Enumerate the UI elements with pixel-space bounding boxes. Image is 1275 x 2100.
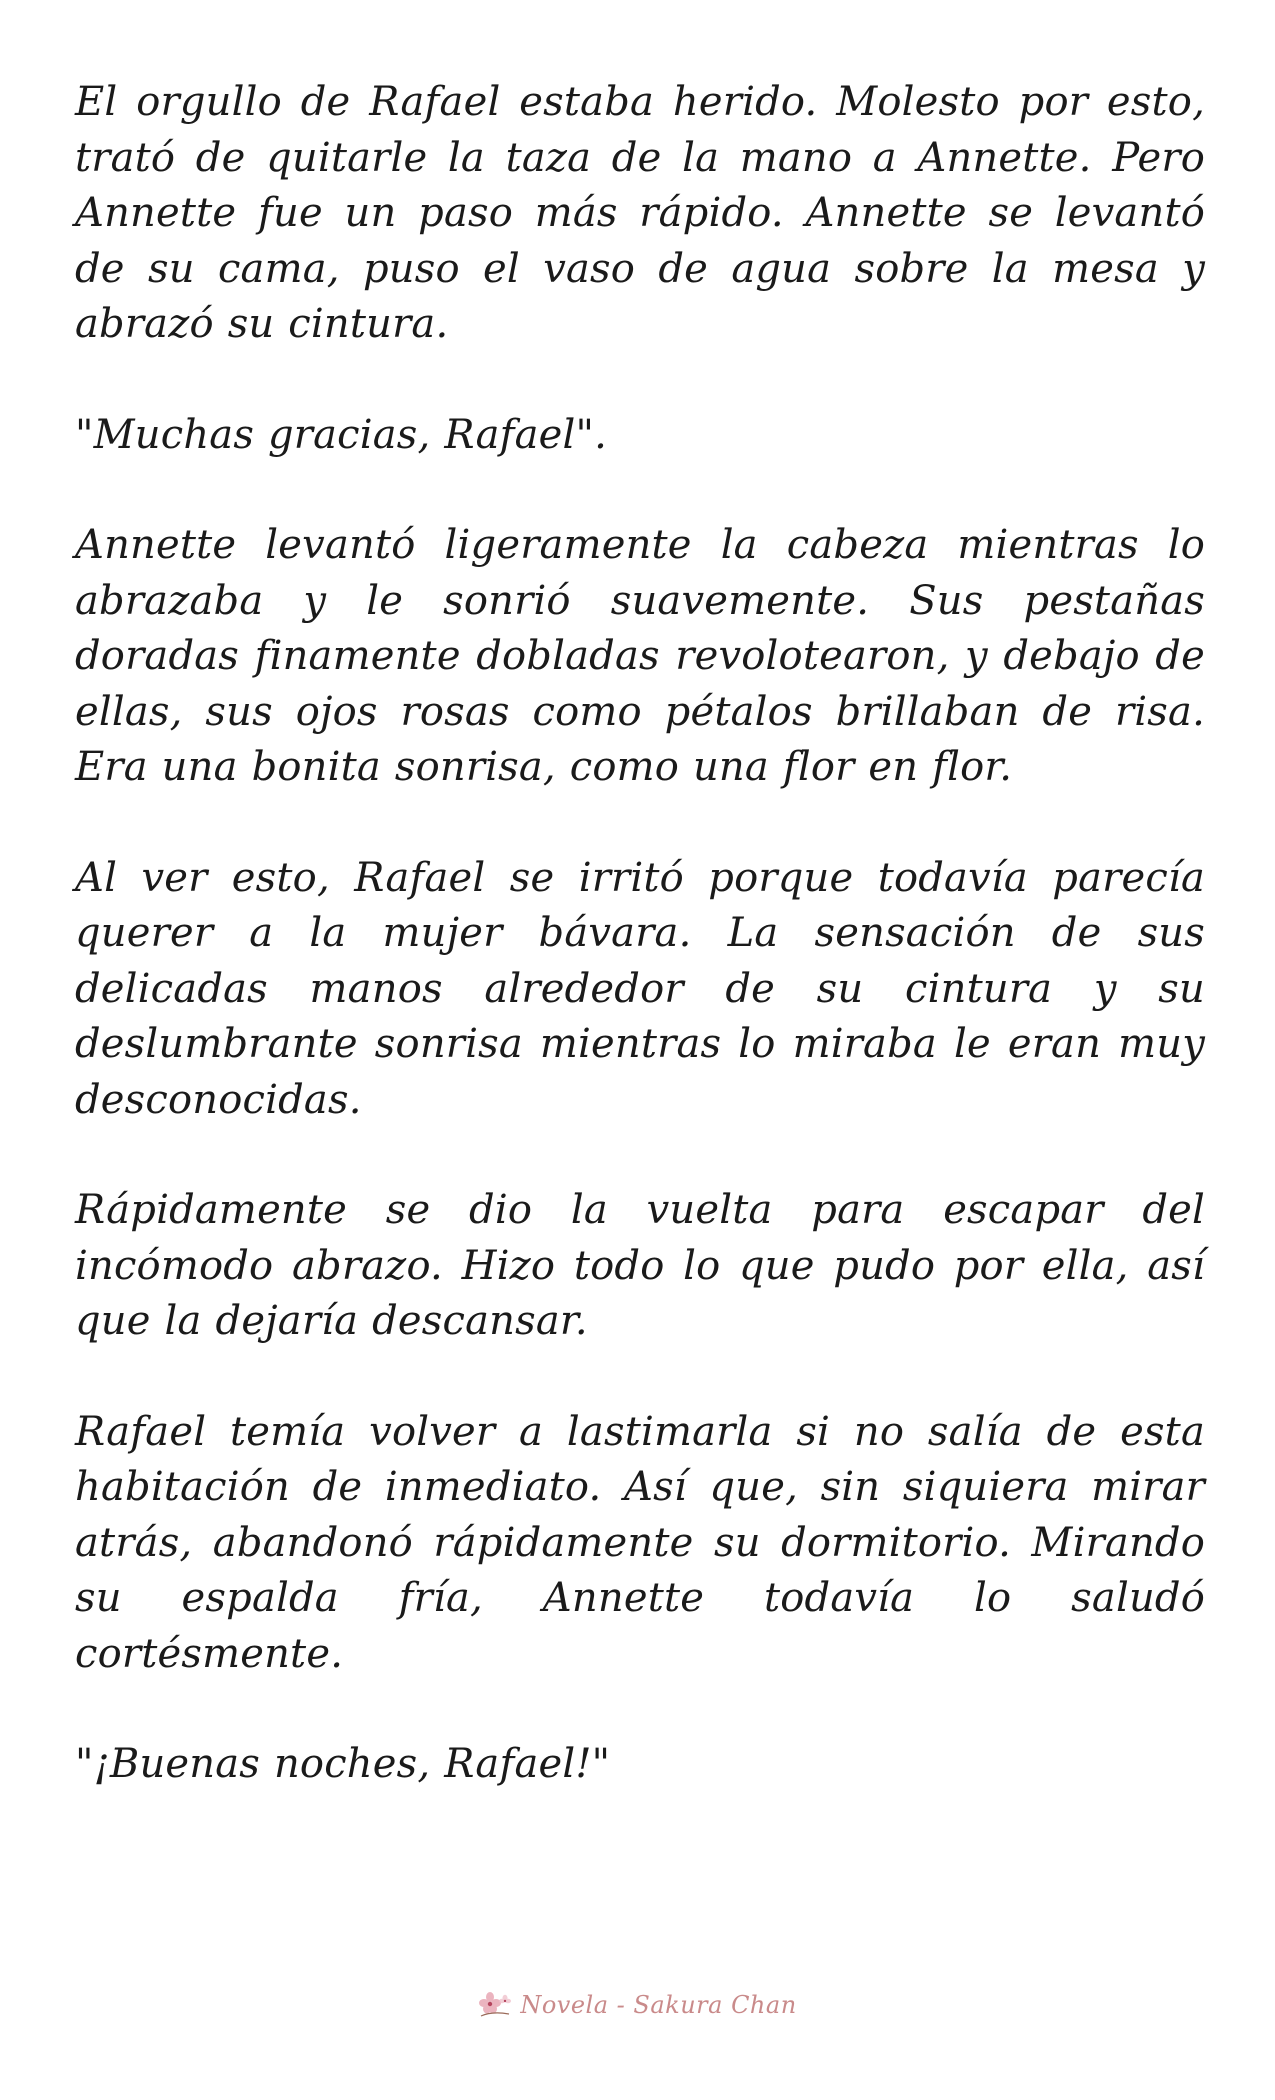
paragraph-4: Al ver esto, Rafael se irritó porque todavía parecía querer a la mujer bávara. La sensación de sus delicadas manos alrededor de su cintura y su deslumbrante sonrisa mientras lo miraba le eran muy desconocidas. <box>75 854 1205 1123</box>
dialogue-goodnight: "¡Buenas noches, Rafael!" <box>75 1741 611 1787</box>
sakura-flower-icon <box>478 1990 512 2020</box>
document-body <box>75 75 1205 1848</box>
paragraph-5: Rápidamente se dio la vuelta para escapar del incómodo abrazo. Hizo todo lo que pudo por ella, así que la dejaría descansar. <box>75 1187 1205 1344</box>
footer-watermark <box>0 1990 1275 2020</box>
paragraph-1: El orgullo de Rafael estaba herido. Molesto por esto, trató de quitarle la taza de la mano a Annette. Pero Annette fue un paso más rápido. Annette se levantó de su cama, puso el vaso de agua sobre la mesa y abrazó su cintura. <box>75 79 1205 347</box>
paragraph-6: Rafael temía volver a lastimarla si no salía de esta habitación de inmediato. Así que, sin siquiera mirar atrás, abandonó rápidamente su dormitorio. Mirando su espalda fría, Annette todavía lo saludó cortésmente. <box>75 1408 1205 1677</box>
paragraph-3: Annette levantó ligeramente la cabeza mientras lo abrazaba y le sonrió suavemente. Sus pestañas doradas finamente dobladas revolotearon, y debajo de ellas, sus ojos rosas como pétalos brillaban de risa. Era una bonita sonrisa, como una flor en flor. <box>75 522 1205 790</box>
footer-credit: Novela - Sakura Chan <box>520 1991 797 2019</box>
dialogue-thanks: "Muchas gracias, Rafael". <box>75 411 608 458</box>
